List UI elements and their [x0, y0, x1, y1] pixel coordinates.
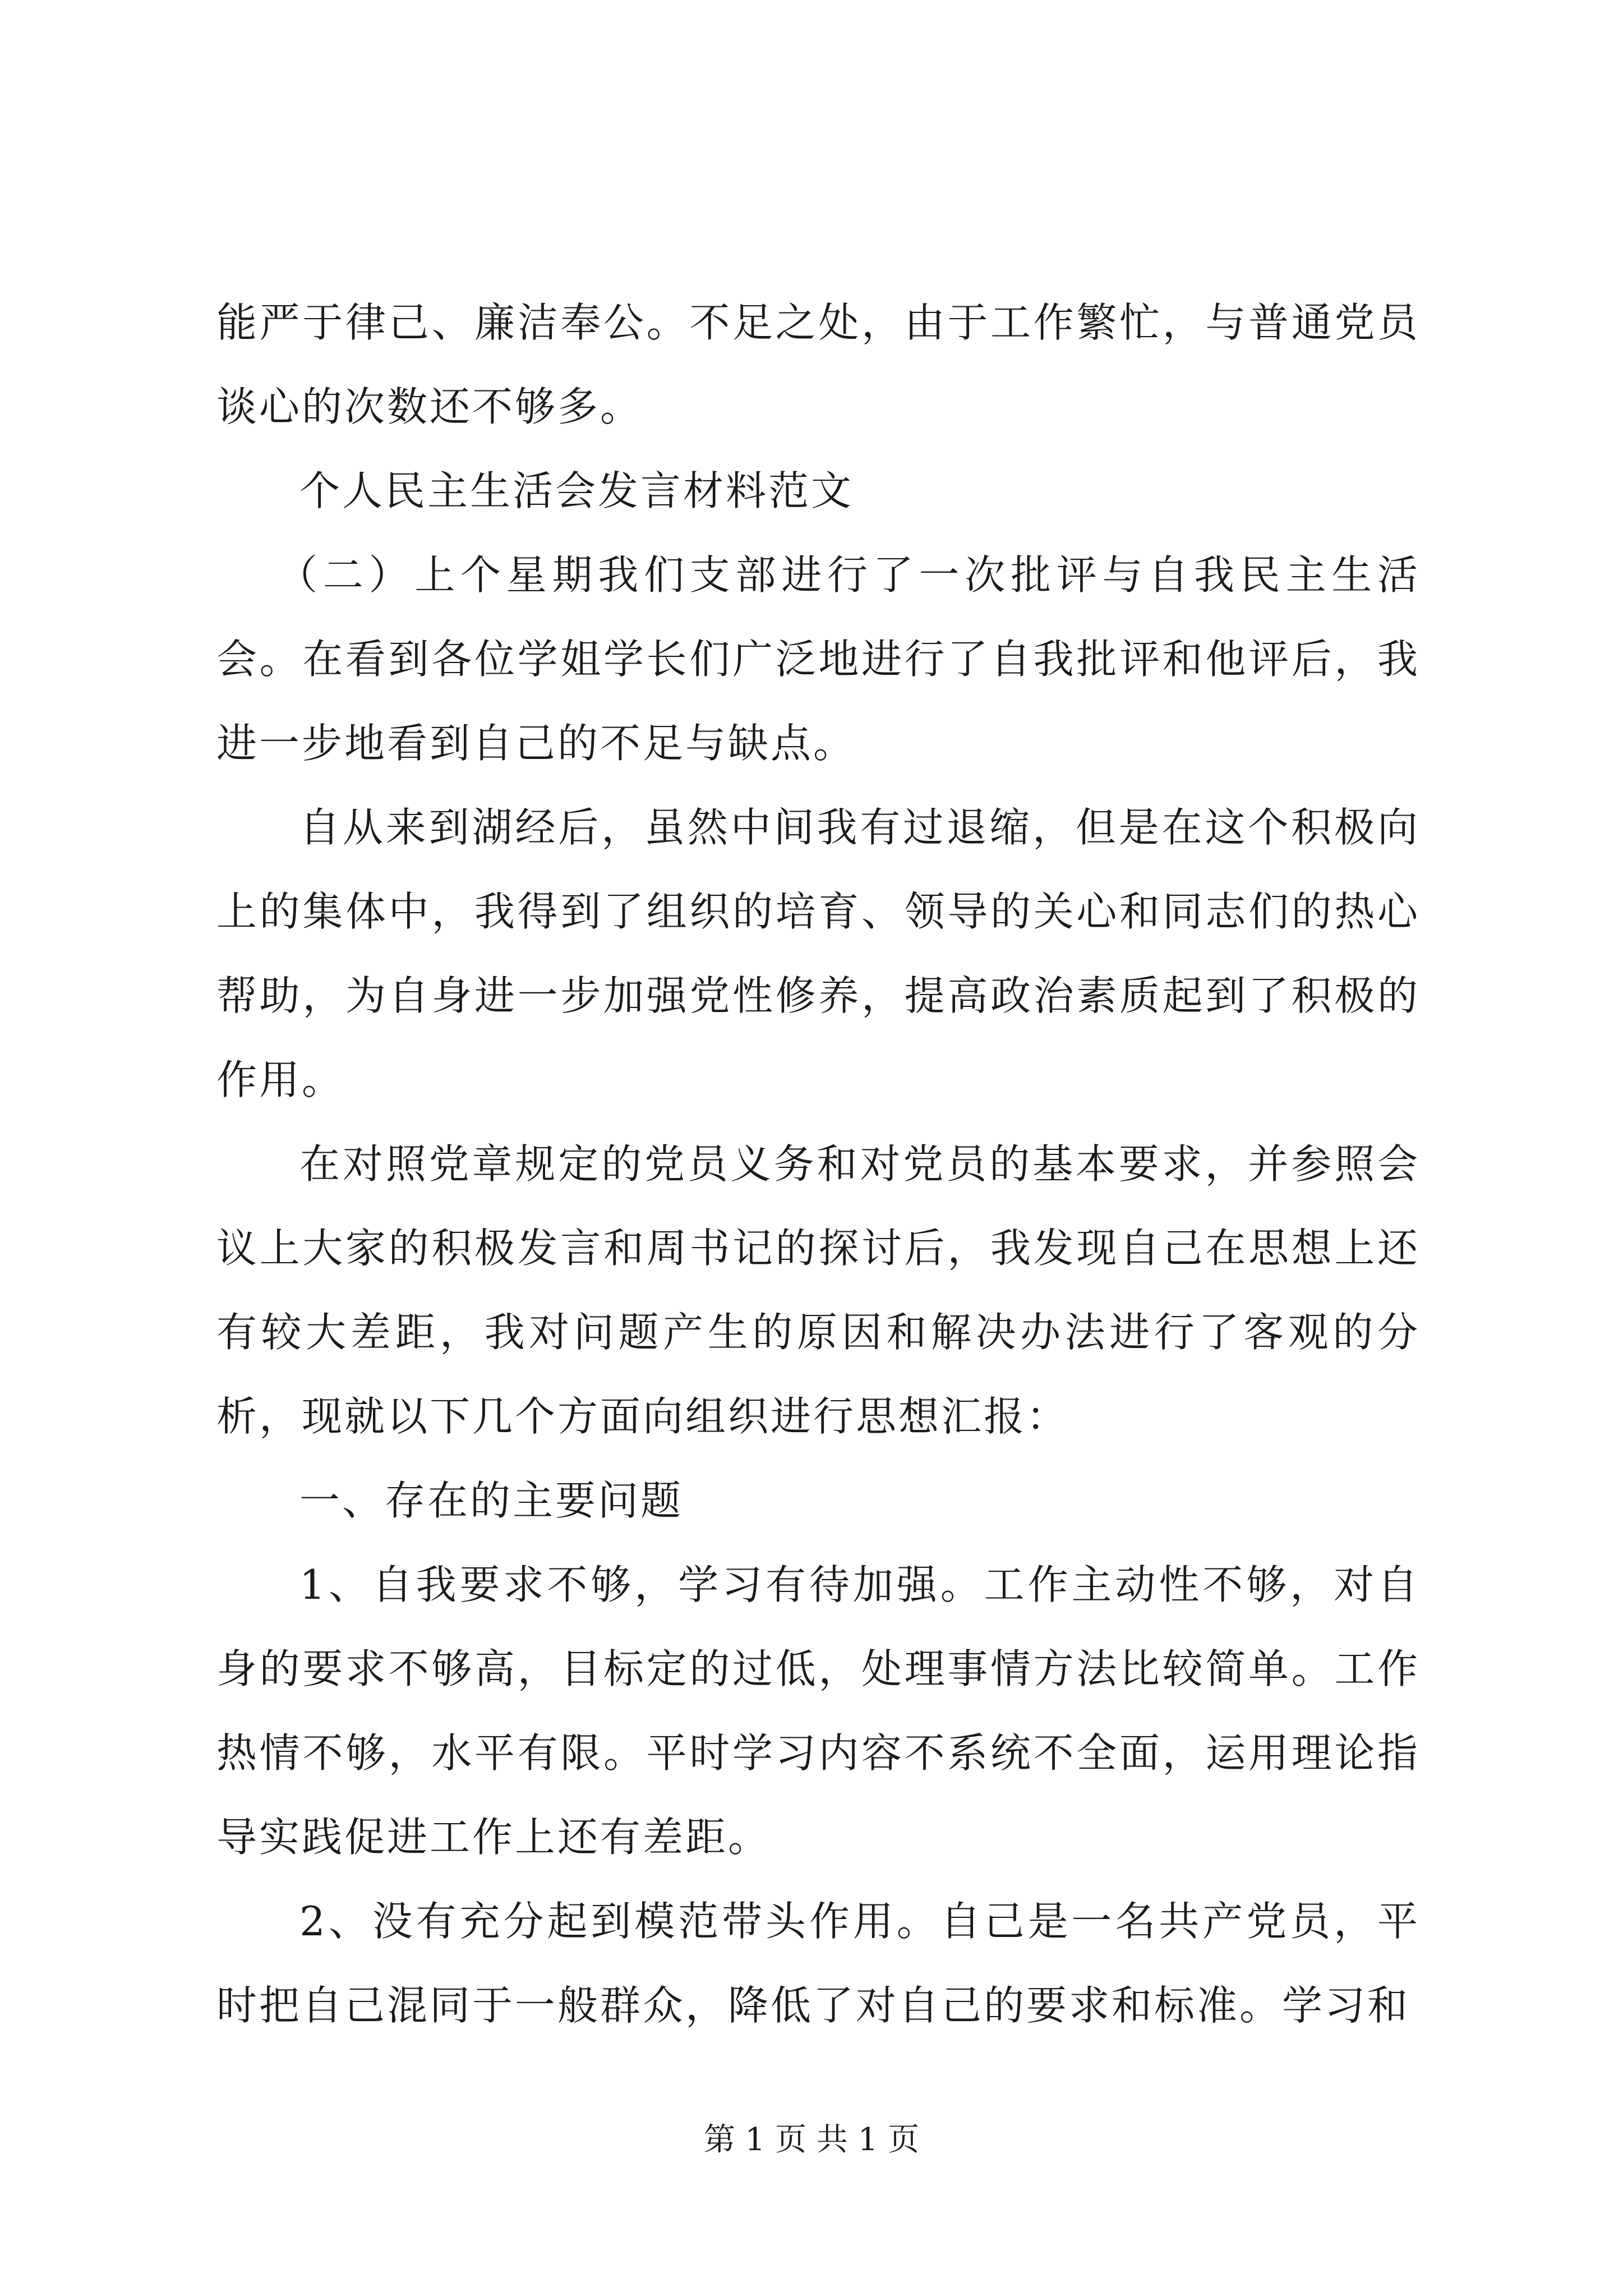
paragraph-since-joining: 自从来到湖经后，虽然中间我有过退缩，但是在这个积极向上的集体中，我得到了组织的培育、领导的关心和同志们的热心帮助，为自身进一步加强党性修养，提高政治素质起到了积极的作用。: [216, 804, 1420, 1103]
paragraph-heading-title: 个人民主生活会发言材料范文: [299, 467, 854, 514]
paragraph-self-comparison: 在对照党章规定的党员义务和对党员的基本要求，并参照会议上大家的积极发言和周书记的探讨后，我发现自己在思想上还有较大差距，我对问题产生的原因和解决办法进行了客观的分析，现就以下几个方面向组织进行思想汇报：: [216, 1140, 1420, 1440]
section-heading-main-problems: 一、存在的主要问题: [299, 1477, 684, 1524]
paragraph-continuation: 能严于律己、廉洁奉公。不足之处，由于工作繁忙，与普通党员谈心的次数还不够多。: [216, 299, 1420, 430]
paragraph-part-two-intro: （二）上个星期我们支部进行了一次批评与自我民主生活会。在看到各位学姐学长们广泛地进行了自我批评和他评后，我进一步地看到自己的不足与缺点。: [216, 551, 1420, 767]
paragraph-item-2: 2、没有充分起到模范带头作用。自己是一名共产党员，平时把自己混同于一般群众，降低了对自己的要求和标准。学习和: [216, 1898, 1420, 2029]
document-body: [216, 280, 1420, 2047]
page-footer: 第 1 页 共 1 页: [703, 2122, 920, 2158]
paragraph-item-1: 1、自我要求不够，学习有待加强。工作主动性不够，对自身的要求不够高，目标定的过低，处理事情方法比较简单。工作热情不够，水平有限。平时学习内容不系统不全面，运用理论指导实践促进工作上还有差距。: [216, 1561, 1420, 1861]
